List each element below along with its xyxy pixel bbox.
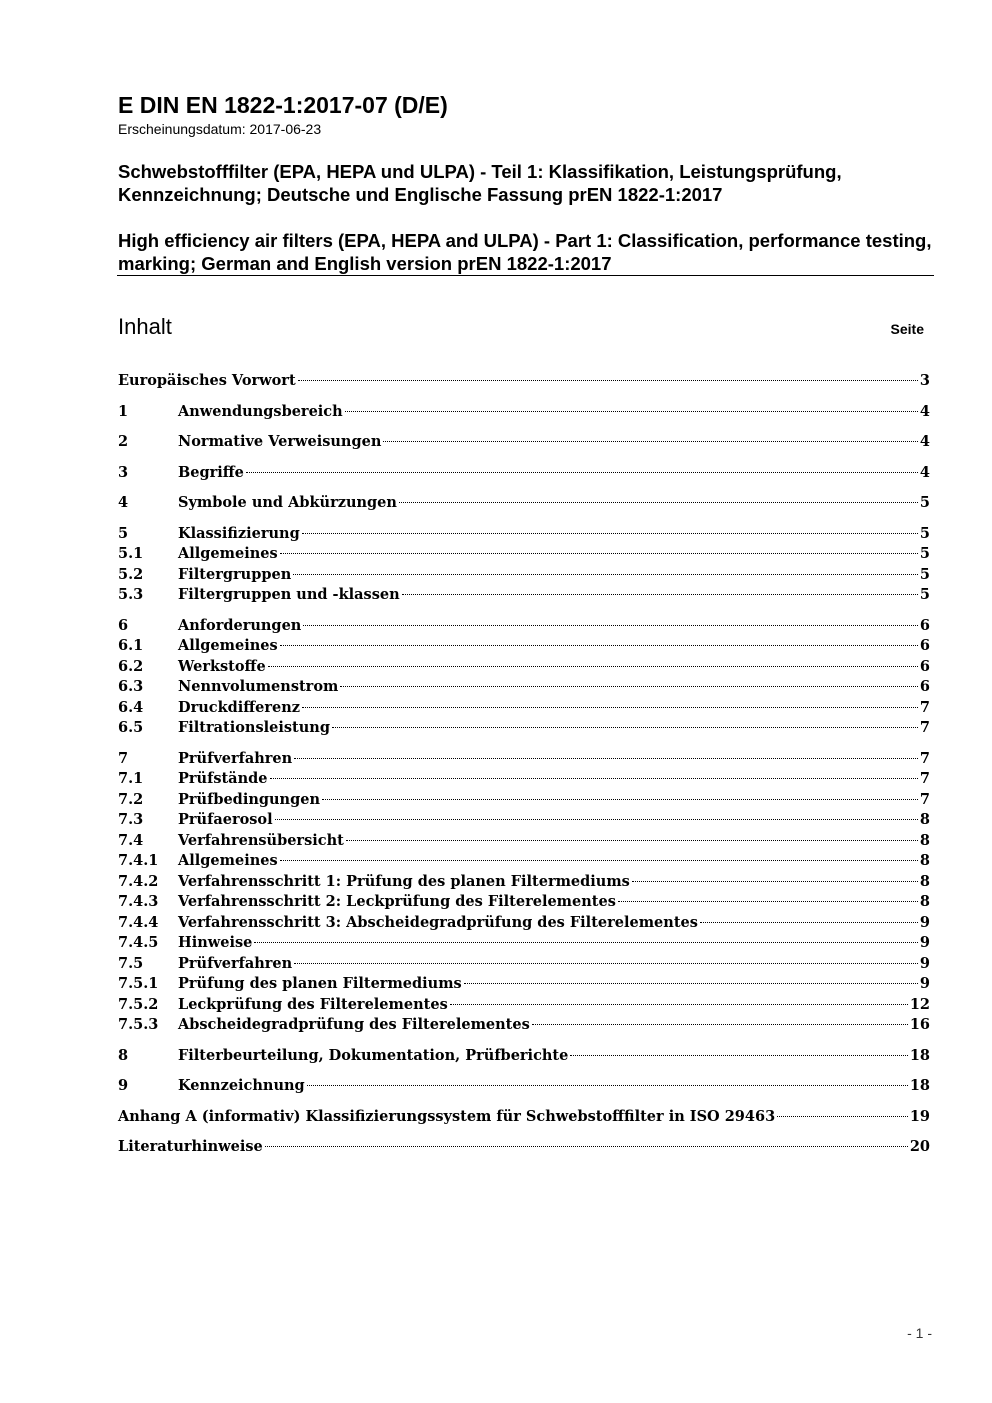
toc-entry-number: 7 — [118, 749, 129, 767]
toc-dot-leader — [280, 860, 918, 861]
toc-entry[interactable] — [118, 677, 930, 698]
toc-entry[interactable] — [118, 657, 930, 678]
toc-dot-leader — [632, 881, 918, 882]
toc-entry-title: Druckdifferenz — [178, 698, 301, 716]
toc-dot-leader — [302, 533, 918, 534]
toc-dot-leader — [280, 645, 918, 646]
toc-dot-leader — [307, 1085, 908, 1086]
toc-entry-number: 7.2 — [118, 790, 144, 808]
toc-entry[interactable] — [118, 402, 930, 423]
toc-dot-leader — [346, 840, 918, 841]
toc-entry-page: 12 — [909, 995, 930, 1013]
toc-entry[interactable] — [118, 432, 930, 453]
toc-entry-title: Abscheidegradprüfung des Filterelementes — [178, 1016, 530, 1033]
toc-dot-leader — [293, 574, 918, 575]
toc-entry-title: Anwendungsbereich — [178, 402, 343, 420]
toc-dot-leader — [532, 1024, 908, 1025]
toc-entry-title: Verfahrensübersicht — [178, 831, 344, 849]
toc-dot-leader — [270, 778, 918, 779]
toc-dot-leader — [383, 441, 918, 442]
toc-entry-page: 5 — [919, 586, 930, 603]
toc-entry-number: 1 — [118, 402, 129, 420]
toc-entry-page: 7 — [919, 770, 930, 787]
toc-entry-title: Anforderungen — [178, 616, 302, 634]
toc-entry-title: Kennzeichnung — [178, 1077, 305, 1094]
toc-entry-page: 8 — [919, 872, 930, 890]
toc-entry-number: 7.4 — [118, 831, 144, 849]
toc-entry-page: 4 — [919, 463, 930, 481]
toc-entry[interactable] — [118, 913, 930, 934]
toc-entry-number: 2 — [118, 433, 129, 450]
toc-entry[interactable] — [118, 371, 930, 392]
toc-dot-leader — [345, 411, 918, 412]
toc-dot-leader — [700, 922, 918, 923]
toc-entry[interactable] — [118, 493, 930, 514]
toc-entry[interactable] — [118, 1015, 930, 1036]
toc-entry-title: Allgemeines — [178, 545, 278, 562]
toc-entry-number: 7.3 — [118, 811, 144, 828]
toc-entry-number: 7.1 — [118, 770, 144, 787]
toc-entry-number: 7.4.5 — [118, 934, 159, 951]
toc-entry-number: 6.1 — [118, 637, 144, 654]
toc-entry[interactable] — [118, 585, 930, 606]
toc-entry[interactable] — [118, 974, 930, 995]
toc-dot-leader — [340, 686, 918, 687]
toc-entry[interactable] — [118, 851, 930, 872]
toc-dot-leader — [450, 1004, 908, 1005]
toc-entry[interactable] — [118, 544, 930, 565]
toc-entry-title: Prüfaerosol — [178, 811, 273, 828]
toc-entry-number: 8 — [118, 1046, 129, 1064]
toc-entry[interactable] — [118, 1107, 930, 1128]
toc-entry[interactable] — [118, 718, 930, 739]
toc-entry-number: 7.4.2 — [118, 872, 159, 890]
toc-entry-number: 5.2 — [118, 565, 144, 583]
toc-entry-page: 7 — [919, 719, 930, 736]
toc-entry-page: 5 — [919, 545, 930, 562]
toc-dot-leader — [298, 380, 918, 381]
toc-entry-title: Prüfstände — [178, 770, 268, 787]
toc-dot-leader — [294, 963, 918, 964]
toc-dot-leader — [294, 758, 918, 759]
toc-entry-page: 8 — [919, 811, 930, 828]
toc-entry[interactable] — [118, 933, 930, 954]
toc-entry-title: Anhang A (informativ) Klassifizierungssystem für Schwebstofffilter in ISO 29463 — [118, 1107, 776, 1125]
toc-entry-number: 5.1 — [118, 545, 144, 562]
toc-entry-title: Hinweise — [178, 934, 253, 951]
toc-entry-number: 3 — [118, 463, 129, 481]
toc-dot-leader — [618, 901, 918, 902]
toc-entry-number: 7.4.4 — [118, 913, 159, 931]
toc-entry-title: Literaturhinweise — [118, 1138, 263, 1155]
toc-entry-page: 6 — [919, 678, 930, 695]
toc-entry-number: 7.5 — [118, 954, 144, 972]
toc-dot-leader — [302, 707, 918, 708]
toc-entry-page: 20 — [909, 1138, 930, 1155]
toc-entry[interactable] — [118, 892, 930, 913]
toc-entry-number: 7.5.1 — [118, 975, 159, 992]
toc-entry-title: Verfahrensschritt 3: Abscheidegradprüfung des Filterelementes — [178, 913, 698, 931]
toc-entry-title: Prüfung des planen Filtermediums — [178, 975, 462, 992]
toc-entry-page: 7 — [919, 749, 930, 767]
toc-entry-page: 6 — [919, 657, 930, 675]
toc-entry-page: 5 — [919, 524, 930, 542]
toc-entry-number: 7.4.1 — [118, 852, 159, 869]
toc-dot-leader — [246, 472, 918, 473]
toc-entry-page: 9 — [919, 954, 930, 972]
toc-entry-page: 18 — [909, 1077, 930, 1094]
toc-entry-number: 9 — [118, 1077, 129, 1094]
toc-entry-page: 7 — [919, 698, 930, 716]
toc-entry-number: 5.3 — [118, 586, 144, 603]
toc-entry[interactable] — [118, 636, 930, 657]
toc-entry-page: 4 — [919, 402, 930, 420]
toc-entry-title: Nennvolumenstrom — [178, 678, 339, 695]
toc-entry-title: Prüfbedingungen — [178, 790, 321, 808]
toc-entry-number: 7.4.3 — [118, 893, 159, 910]
toc-entry-title: Begriffe — [178, 463, 244, 481]
toc-entry[interactable] — [118, 565, 930, 586]
toc-entry-page: 19 — [909, 1107, 930, 1125]
toc-entry-number: 7.5.3 — [118, 1016, 159, 1033]
toc-entry[interactable] — [118, 1046, 930, 1067]
toc-entry-page: 18 — [909, 1046, 930, 1064]
toc-entry[interactable] — [118, 831, 930, 852]
toc-entry-number: 6.5 — [118, 719, 144, 736]
toc-entry-page: 5 — [919, 494, 930, 511]
toc-dot-leader — [280, 553, 918, 554]
toc-entry[interactable] — [118, 698, 930, 719]
toc-page-label: Seite — [890, 321, 924, 337]
toc-entry-title: Filtergruppen und -klassen — [178, 586, 400, 603]
title-german: Schwebstofffilter (EPA, HEPA und ULPA) - Teil 1: Klassifikation, Leistungsprüfung, Kennzeichnung; Deutsche und Englische Fassung prEN 1822-1:2017 — [118, 161, 842, 205]
toc-entry-number: 6 — [118, 616, 129, 634]
toc-dot-leader — [402, 594, 918, 595]
toc-entry-title: Allgemeines — [178, 852, 278, 869]
page-number: - 1 - — [907, 1325, 932, 1341]
document-id: E DIN EN 1822-1:2017-07 (D/E) — [118, 92, 448, 118]
toc-entry[interactable] — [118, 616, 930, 637]
toc-entry-page: 9 — [919, 975, 930, 992]
toc-entry[interactable] — [118, 769, 930, 790]
toc-dot-leader — [777, 1116, 908, 1117]
publication-date: Erscheinungsdatum: 2017-06-23 — [118, 121, 322, 137]
title-english: High efficiency air filters (EPA, HEPA and ULPA) - Part 1: Classification, performance testing, marking; German and English version prEN 1822-1:2017 — [118, 230, 932, 274]
toc-entry-title: Europäisches Vorwort — [118, 372, 296, 389]
toc-dot-leader — [268, 666, 918, 667]
header-divider — [117, 275, 934, 276]
toc-entry[interactable] — [118, 810, 930, 831]
toc-entry-page: 5 — [919, 565, 930, 583]
toc-entry-title: Klassifizierung — [178, 524, 300, 542]
toc-entry-title: Verfahrensschritt 2: Leckprüfung des Filterelementes — [178, 893, 616, 910]
toc-entry-page: 8 — [919, 831, 930, 849]
toc-entry-title: Verfahrensschritt 1: Prüfung des planen Filtermediums — [178, 872, 630, 890]
toc-entry[interactable] — [118, 749, 930, 770]
toc-entry-title: Prüfverfahren — [178, 954, 293, 972]
toc-entry[interactable] — [118, 463, 930, 484]
toc-entry-page: 7 — [919, 790, 930, 808]
toc-entry[interactable] — [118, 790, 930, 811]
toc-entry-page: 9 — [919, 913, 930, 931]
toc-entry-page: 9 — [919, 934, 930, 951]
toc-entry-number: 6.4 — [118, 698, 144, 716]
table-of-contents — [118, 371, 930, 1158]
toc-entry-title: Werkstoffe — [178, 657, 266, 675]
toc-entry-number: 4 — [118, 494, 129, 511]
toc-entry-title: Prüfverfahren — [178, 749, 293, 767]
toc-entry-number: 5 — [118, 524, 129, 542]
toc-entry-number: 7.5.2 — [118, 995, 159, 1013]
toc-entry[interactable] — [118, 1137, 930, 1158]
toc-entry[interactable] — [118, 524, 930, 545]
toc-dot-leader — [332, 727, 918, 728]
toc-entry-page: 3 — [919, 372, 930, 389]
toc-entry-page: 8 — [919, 893, 930, 910]
toc-dot-leader — [275, 819, 918, 820]
toc-entry[interactable] — [118, 954, 930, 975]
toc-heading: Inhalt — [118, 314, 172, 339]
toc-entry-page: 6 — [919, 616, 930, 634]
toc-entry-page: 16 — [909, 1016, 930, 1033]
toc-entry-title: Allgemeines — [178, 637, 278, 654]
toc-entry-number: 6.2 — [118, 657, 144, 675]
toc-dot-leader — [254, 942, 918, 943]
toc-dot-leader — [322, 799, 918, 800]
toc-dot-leader — [303, 625, 918, 626]
toc-entry-title: Filtergruppen — [178, 565, 292, 583]
toc-entry-title: Filtrationsleistung — [178, 719, 330, 736]
toc-entry-title: Symbole und Abkürzungen — [178, 494, 397, 511]
toc-entry-page: 4 — [919, 433, 930, 450]
toc-entry[interactable] — [118, 1076, 930, 1097]
toc-dot-leader — [399, 502, 918, 503]
toc-entry-title: Leckprüfung des Filterelementes — [178, 995, 448, 1013]
toc-entry-number: 6.3 — [118, 678, 144, 695]
toc-entry-page: 6 — [919, 637, 930, 654]
toc-entry-page: 8 — [919, 852, 930, 869]
toc-entry-title: Normative Verweisungen — [178, 433, 382, 450]
toc-dot-leader — [570, 1055, 907, 1056]
toc-dot-leader — [464, 983, 918, 984]
toc-entry-title: Filterbeurteilung, Dokumentation, Prüfberichte — [178, 1046, 569, 1064]
toc-entry[interactable] — [118, 872, 930, 893]
toc-dot-leader — [265, 1146, 908, 1147]
toc-entry[interactable] — [118, 995, 930, 1016]
